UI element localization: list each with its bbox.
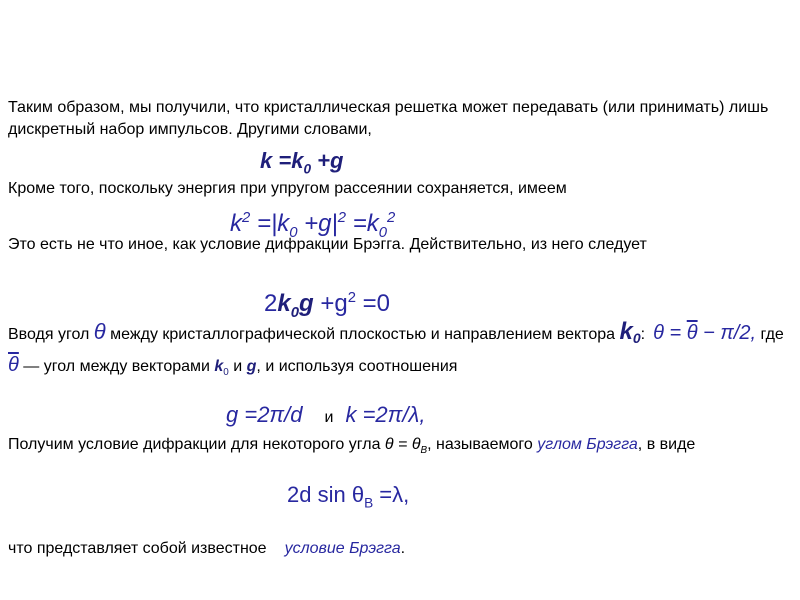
formula-subscript: 0 (303, 161, 312, 177)
formula-term: k (277, 210, 290, 237)
paragraph-bragg-intro: Это есть не что иное, как условие дифракции Брэгга. Действительно, из него следует (8, 236, 647, 253)
symbol-k0: k (214, 358, 224, 376)
formula-subscript: 0 (223, 367, 229, 379)
paragraph-conclusion (8, 538, 788, 560)
formula-term: = (272, 148, 292, 173)
text-run: Вводя угол (8, 326, 94, 343)
symbol-g: g (246, 358, 257, 376)
formula-term: 2 (264, 290, 278, 317)
text-run: Получим условие дифракции для некоторого угла (8, 436, 385, 453)
formula-term: = (346, 210, 367, 237)
formula-subscript: B (420, 445, 428, 457)
formula-term: k (366, 210, 379, 237)
symbol-theta: θ (93, 319, 106, 344)
formula-term: g (318, 210, 332, 237)
formula-superscript: 2 (337, 210, 347, 226)
formula-subscript: B (364, 495, 374, 511)
formula-g-relation: g =2π/d (226, 402, 303, 427)
text-run: между кристаллографической плоскостью и направлением вектора (105, 326, 620, 343)
formula-term: k (230, 210, 242, 237)
paragraph-energy: Кроме того, поскольку энергия при упругом рассеянии сохраняется, имеем (8, 180, 567, 197)
formula-term: 2d sin θ (287, 482, 365, 507)
formula-k-relation: k =2π/λ, (345, 402, 426, 427)
formula-term: =0 (356, 290, 391, 317)
text-run: , называемого (427, 436, 538, 453)
formula-term: + (297, 210, 319, 237)
symbol-theta-bar: $\overline{\theta}$ (8, 354, 19, 377)
formula-subscript: 0 (289, 224, 298, 241)
formula-term: | (331, 210, 338, 237)
text-run: где (756, 326, 784, 343)
symbol-k0: k (619, 318, 633, 345)
paragraph-bragg-angle (8, 434, 788, 462)
formula-term: k (260, 148, 273, 173)
term-bragg-condition: условие Брэгга (284, 540, 401, 557)
text-run: : (640, 326, 646, 343)
formula-relations (226, 402, 425, 431)
paragraph-intro: Таким образом, мы получили, что кристаллическая решетка может передавать (или принимать) лишь дискретный набор импульсов. Другими словами, (8, 99, 769, 138)
formula-term: =λ, (373, 482, 410, 507)
text-run: что представляет собой известное (8, 540, 267, 557)
formula-bragg-law (287, 482, 409, 516)
text-run: . (400, 540, 406, 557)
formula-subscript: 0 (632, 330, 641, 347)
formula-superscript: 2 (242, 210, 251, 226)
text-run: и (228, 358, 247, 376)
formula-term: =| (250, 210, 278, 237)
formula-inline: θ = (653, 322, 687, 344)
text-run: и (324, 409, 334, 426)
formula-term: + (311, 148, 331, 173)
formula-inline: θ = θ (384, 436, 421, 453)
formula-superscript: 2 (387, 210, 396, 226)
symbol-theta-bar: $\overline{\theta}$ (686, 322, 698, 344)
formula-term: k (277, 290, 291, 317)
formula-term: g (334, 290, 348, 317)
formula-term: k (291, 148, 304, 173)
formula-superscript: 2 (347, 290, 356, 306)
formula-subscript: 0 (290, 304, 299, 321)
text-run: — угол между векторами (18, 358, 215, 376)
formula-term: g (330, 148, 344, 173)
text-run: , в виде (637, 436, 696, 453)
formula-term: + (313, 290, 335, 317)
paragraph-angle (8, 318, 788, 386)
formula-term: g (299, 290, 314, 317)
text-run: , и используя соотношения (256, 358, 458, 376)
formula-inline: − π/2, (697, 322, 757, 344)
term-bragg-angle: углом Брэгга (537, 436, 638, 453)
formula-subscript: 0 (378, 224, 388, 241)
